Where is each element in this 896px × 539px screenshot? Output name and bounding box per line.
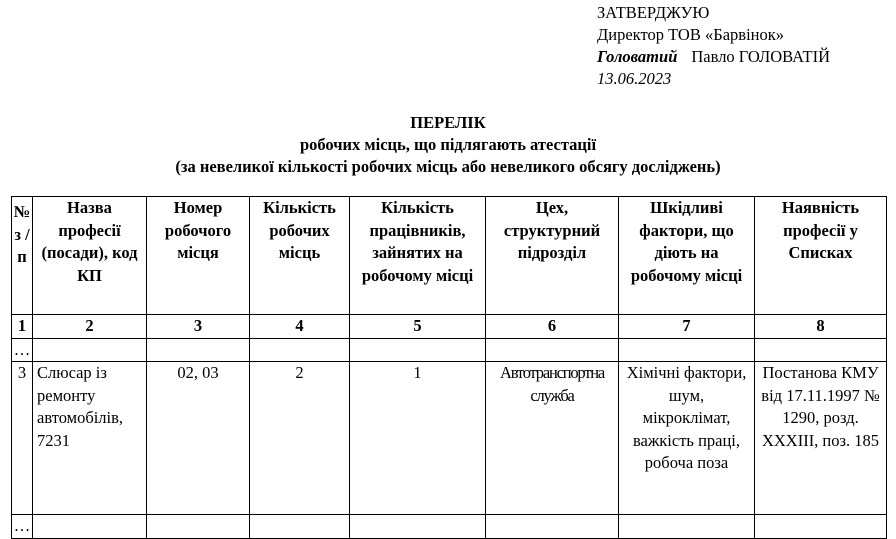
document-note: (за невеликої кількості робочих місць або невеликого обсягу досліджень) (175, 157, 721, 176)
header-row (12, 197, 887, 315)
header-workplaces-count: Кількість робочих місць (250, 197, 350, 315)
column-number: 5 (350, 315, 486, 339)
header-profession: Назва професії (посади), код КП (33, 197, 147, 315)
approval-date: 13.06.2023 (597, 69, 672, 88)
table-row (12, 362, 887, 515)
column-number: 2 (33, 315, 147, 339)
row-department: Автотранспортна служба (486, 362, 619, 515)
column-number: 4 (250, 315, 350, 339)
column-number: 8 (755, 315, 887, 339)
header-department: Цех, структурний підрозділ (486, 197, 619, 315)
approval-block (597, 2, 830, 90)
row-harmful-factors: Хімічні фактори, шум, мікроклімат, важкість праці, робоча поза (619, 362, 755, 515)
column-number: 3 (147, 315, 250, 339)
row-workplace-number: 02, 03 (147, 362, 250, 515)
header-number: № з / п (12, 197, 33, 315)
ellipsis-cell: … (12, 515, 33, 539)
header-workplace-number: Номер робочого місця (147, 197, 250, 315)
ellipsis-row (12, 338, 887, 362)
document-subtitle: робочих місць, що підлягають атестації (299, 135, 597, 154)
column-numbers-row (12, 315, 887, 339)
director-name: Павло ГОЛОВАТІЙ (691, 47, 831, 66)
signature-line (597, 46, 830, 68)
ellipsis-cell: … (12, 338, 33, 362)
row-profession: Слюсар із ремонту автомобілів, 7231 (33, 362, 147, 515)
director-title: Директор ТОВ «Барвінок» (597, 25, 785, 44)
column-number: 6 (486, 315, 619, 339)
header-workers-count: Кількість працівників, зайнятих на робочому місці (350, 197, 486, 315)
ellipsis-row (12, 515, 887, 539)
header-lists: Наявність професії у Списках (755, 197, 887, 315)
column-number: 1 (12, 315, 33, 339)
workplaces-table (11, 196, 887, 539)
signature: Головатий (597, 47, 678, 66)
column-number: 7 (619, 315, 755, 339)
row-workers-count: 1 (350, 362, 486, 515)
row-lists: Постанова КМУ від 17.11.1997 № 1290, розд. XXXIII, поз. 185 (755, 362, 887, 515)
document-title: ПЕРЕЛІК (410, 113, 486, 132)
row-number: 3 (12, 362, 33, 515)
row-workplaces-count: 2 (250, 362, 350, 515)
approval-line: ЗАТВЕРДЖУЮ (597, 3, 710, 22)
header-harmful-factors: Шкідливі фактори, що діють на робочому місці (619, 197, 755, 315)
